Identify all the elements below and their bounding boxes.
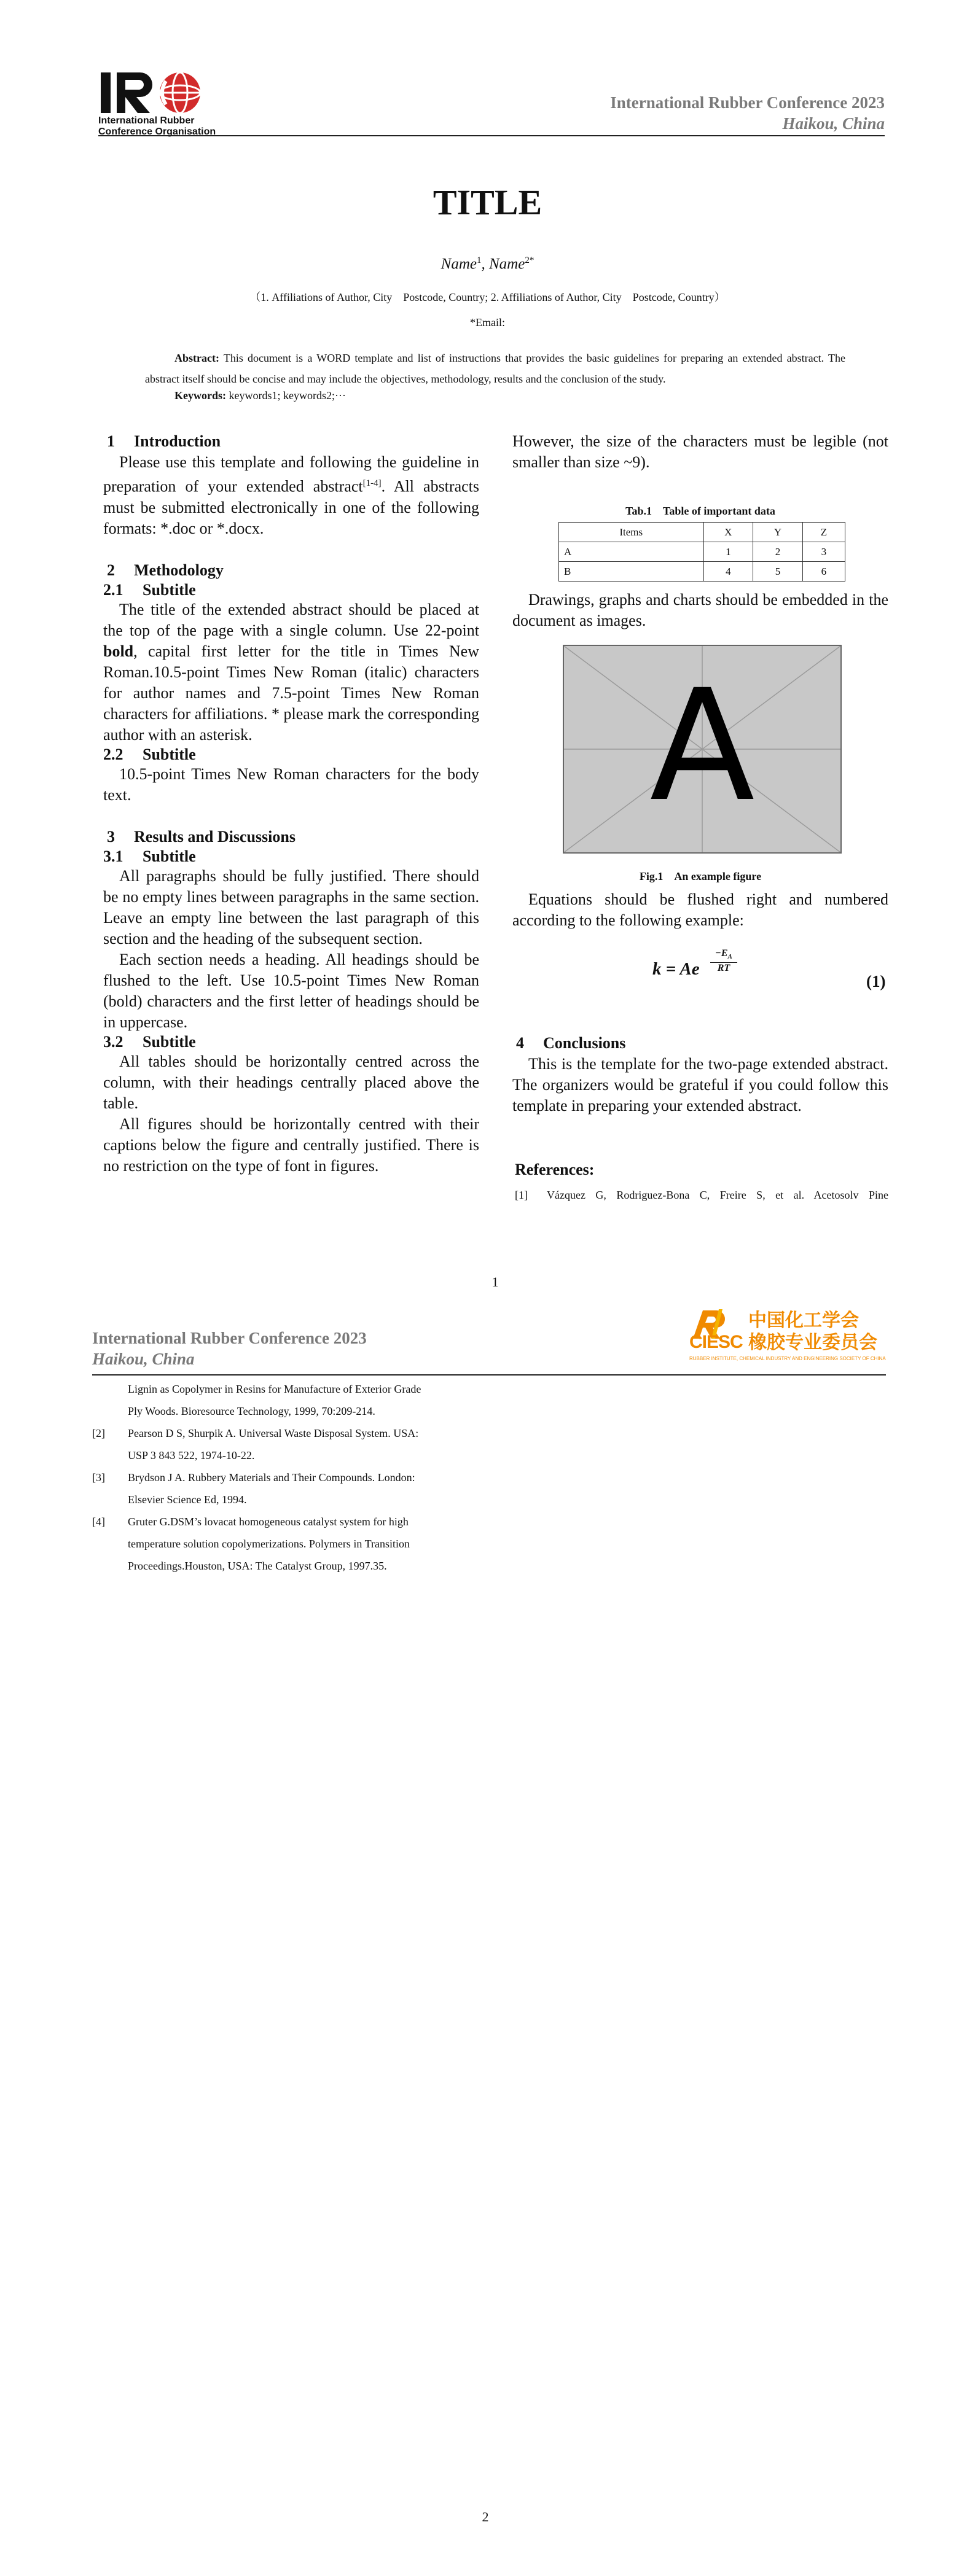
keywords-text: keywords1; keywords2;··· [226,389,346,402]
paper-title: TITLE [433,182,542,222]
ciesc-logo [689,1307,886,1366]
right-column-equations [512,889,888,931]
table-header-cell: Z [802,523,845,542]
table-cell: 6 [802,562,845,582]
ciesc-cn-line2: 橡胶专业委员会 [748,1332,877,1353]
reference-3-line-2: Elsevier Science Ed, 1994. [128,1493,247,1506]
author-name-2: Name [489,255,525,273]
header-rule-2 [92,1374,886,1376]
abstract [145,348,845,389]
section-3-2-paragraph-2: All figures should be horizontally centred with their captions below the figure and centrally justified. There is no restriction on the type of font in figures. [103,1115,479,1175]
section-3-2-paragraph-1: All tables should be horizontally centred across the column, with their headings centrally placed above the table. [103,1052,479,1112]
reference-2-number: [2] [92,1427,105,1439]
table-cell: 3 [802,542,845,562]
email-line: *Email: [470,316,505,329]
table-row [559,542,845,562]
conference-name: International Rubber Conference 2023 [610,93,885,112]
table-header-cell: Y [753,523,803,542]
right-column-top [512,431,888,473]
section-1-paragraph: Please use this template and following the guideline in preparation of your extended abstract[1-4]. All abstracts must be submitted electronically in one of the following formats: *.doc or *.docx. [103,453,479,537]
author-sup-1: 1 [477,255,482,265]
conference-city-2: Haikou, China [92,1350,195,1368]
continued-paragraph: However, the size of the characters must be legible (not smaller than size ~9). [512,432,888,471]
section-4-heading: 4 Conclusions [516,1034,626,1052]
reference-1-line-1: Vázquez G, Rodriguez-Bona C, Freire S, et al. Acetosolv Pine [547,1189,888,1201]
reference-1-line-2: Lignin as Copolymer in Resins for Manufacture of Exterior Grade [128,1383,421,1395]
reference-4-number: [4] [92,1516,105,1528]
section-2-heading: 2 Methodology [107,561,224,579]
section-2-2-heading: 2.2 Subtitle [103,745,196,763]
author-sup-2: 2* [525,255,534,265]
figure-letter: A [649,656,755,835]
right-column-drawings [512,590,888,631]
citation-ref: [1-4] [362,478,382,488]
author-name-1: Name [441,255,477,273]
data-table [558,522,845,582]
reference-4-line-2: temperature solution copolymerizations. Polymers in Transition [128,1538,410,1550]
reference-2-line-1: Pearson D S, Shurpik A. Universal Waste Disposal System. USA: [128,1427,419,1439]
table-row [559,562,845,582]
irc-logo [98,68,240,138]
ciesc-cn-line1: 中国化工学会 [748,1310,859,1331]
table-cell: 5 [753,562,803,582]
header-rule [98,135,885,136]
org-line1: International Rubber [98,115,195,126]
drawings-paragraph: Drawings, graphs and charts should be embedded in the document as images. [512,591,888,629]
author-sep: , [481,255,489,273]
abstract-text: This document is a WORD template and list of instructions that provides the basic guidelines for preparing an extended abstract. The abstract itself should be concise and may include the objectives, methodology, results and the conclusion of the study. [145,352,845,385]
section-3-1-paragraph-1: All paragraphs should be fully justified. There should be no empty lines between paragraphs in the same section. Leave an empty line between the last paragraph of this section and the heading of the subsequent section. [103,866,479,948]
org-line2: Conference Organisation [98,126,216,137]
table-header-cell: Items [559,523,704,542]
section-3-1-heading: 3.1 Subtitle [103,847,196,865]
equation-exponent: $-E_A$ RT [710,948,737,974]
equation-number: (1) [866,972,886,990]
section-3-1-paragraph-2: Each section needs a heading. All headings should be flushed to the left. Use 10.5-point Times New Roman (bold) characters and the first letter of headings should be in uppercase. [103,950,479,1031]
conference-name-2: International Rubber Conference 2023 [92,1329,367,1347]
section-4-paragraph: This is the template for the two-page extended abstract. The organizers would be grateful if you could follow this template in preparing your extended abstract. [512,1055,888,1115]
page1-running-header [610,92,885,134]
reference-3-number: [3] [92,1471,105,1484]
page-1-number: 1 [491,1274,499,1290]
equations-paragraph: Equations should be flushed right and numbered according to the following example: [512,890,888,929]
equation-lhs: k = Ae [652,959,700,979]
keywords-label: Keywords: [174,389,226,402]
table-cell: 4 [703,562,753,582]
keywords [174,389,346,402]
page-2-number: 2 [482,2509,489,2524]
section-2-1-paragraph: The title of the extended abstract should be placed at the top of the page with a single column. Use 22-point bold, capital first letter for the title in Times New Roman.10.5-point Times New Roman (italic) characters for author names and 7.5-point Times New Roman characters for affiliations. * please mark the corresponding author with an asterisk. [103,600,479,744]
section-3-heading: 3 Results and Discussions [107,827,296,846]
ciesc-english-line: RUBBER INSTITUTE, CHEMICAL INDUSTRY AND ENGINEERING SOCIETY OF CHINA [689,1356,886,1361]
example-figure [563,645,842,854]
section-1-heading: 1 Introduction [107,432,221,450]
equation [652,948,732,979]
table-header-row [559,523,845,542]
irc-logo-icon [98,68,240,117]
table-cell: 2 [753,542,803,562]
table-cell: 1 [703,542,753,562]
figure-caption: Fig.1 An example figure [639,870,762,882]
table-caption: Tab.1 Table of important data [625,505,775,517]
right-column-conclusions [512,1033,888,1116]
section-2-2-paragraph: 10.5-point Times New Roman characters for the body text. [103,765,479,804]
abstract-label: Abstract: [174,352,219,364]
page2-running-header [92,1328,367,1369]
table-cell: B [559,562,704,582]
reference-2-line-2: USP 3 843 522, 1974-10-22. [128,1449,255,1461]
reference-1-number: [1] [515,1189,528,1201]
conference-city: Haikou, China [782,114,885,133]
ciesc-wordmark: CIESC [689,1332,743,1352]
table-cell: A [559,542,704,562]
author-names [0,255,975,273]
section-2-1-heading: 2.1 Subtitle [103,580,196,599]
reference-1-line-3: Ply Woods. Bioresource Technology, 1999, 70:209-214. [128,1405,375,1417]
references-heading: References: [515,1161,595,1178]
affiliations: （1. Affiliations of Author, City Postcode, Country; 2. Affiliations of Author, City Postcode, Country） [249,291,726,303]
left-column [103,431,479,1177]
section-3-2-heading: 3.2 Subtitle [103,1032,196,1051]
reference-4-line-1: Gruter G.DSM’s lovacat homogeneous catalyst system for high [128,1516,409,1528]
reference-4-line-3: Proceedings.Houston, USA: The Catalyst Group, 1997.35. [128,1560,387,1572]
reference-3-line-1: Brydson J A. Rubbery Materials and Their Compounds. London: [128,1471,415,1484]
table-header-cell: X [703,523,753,542]
